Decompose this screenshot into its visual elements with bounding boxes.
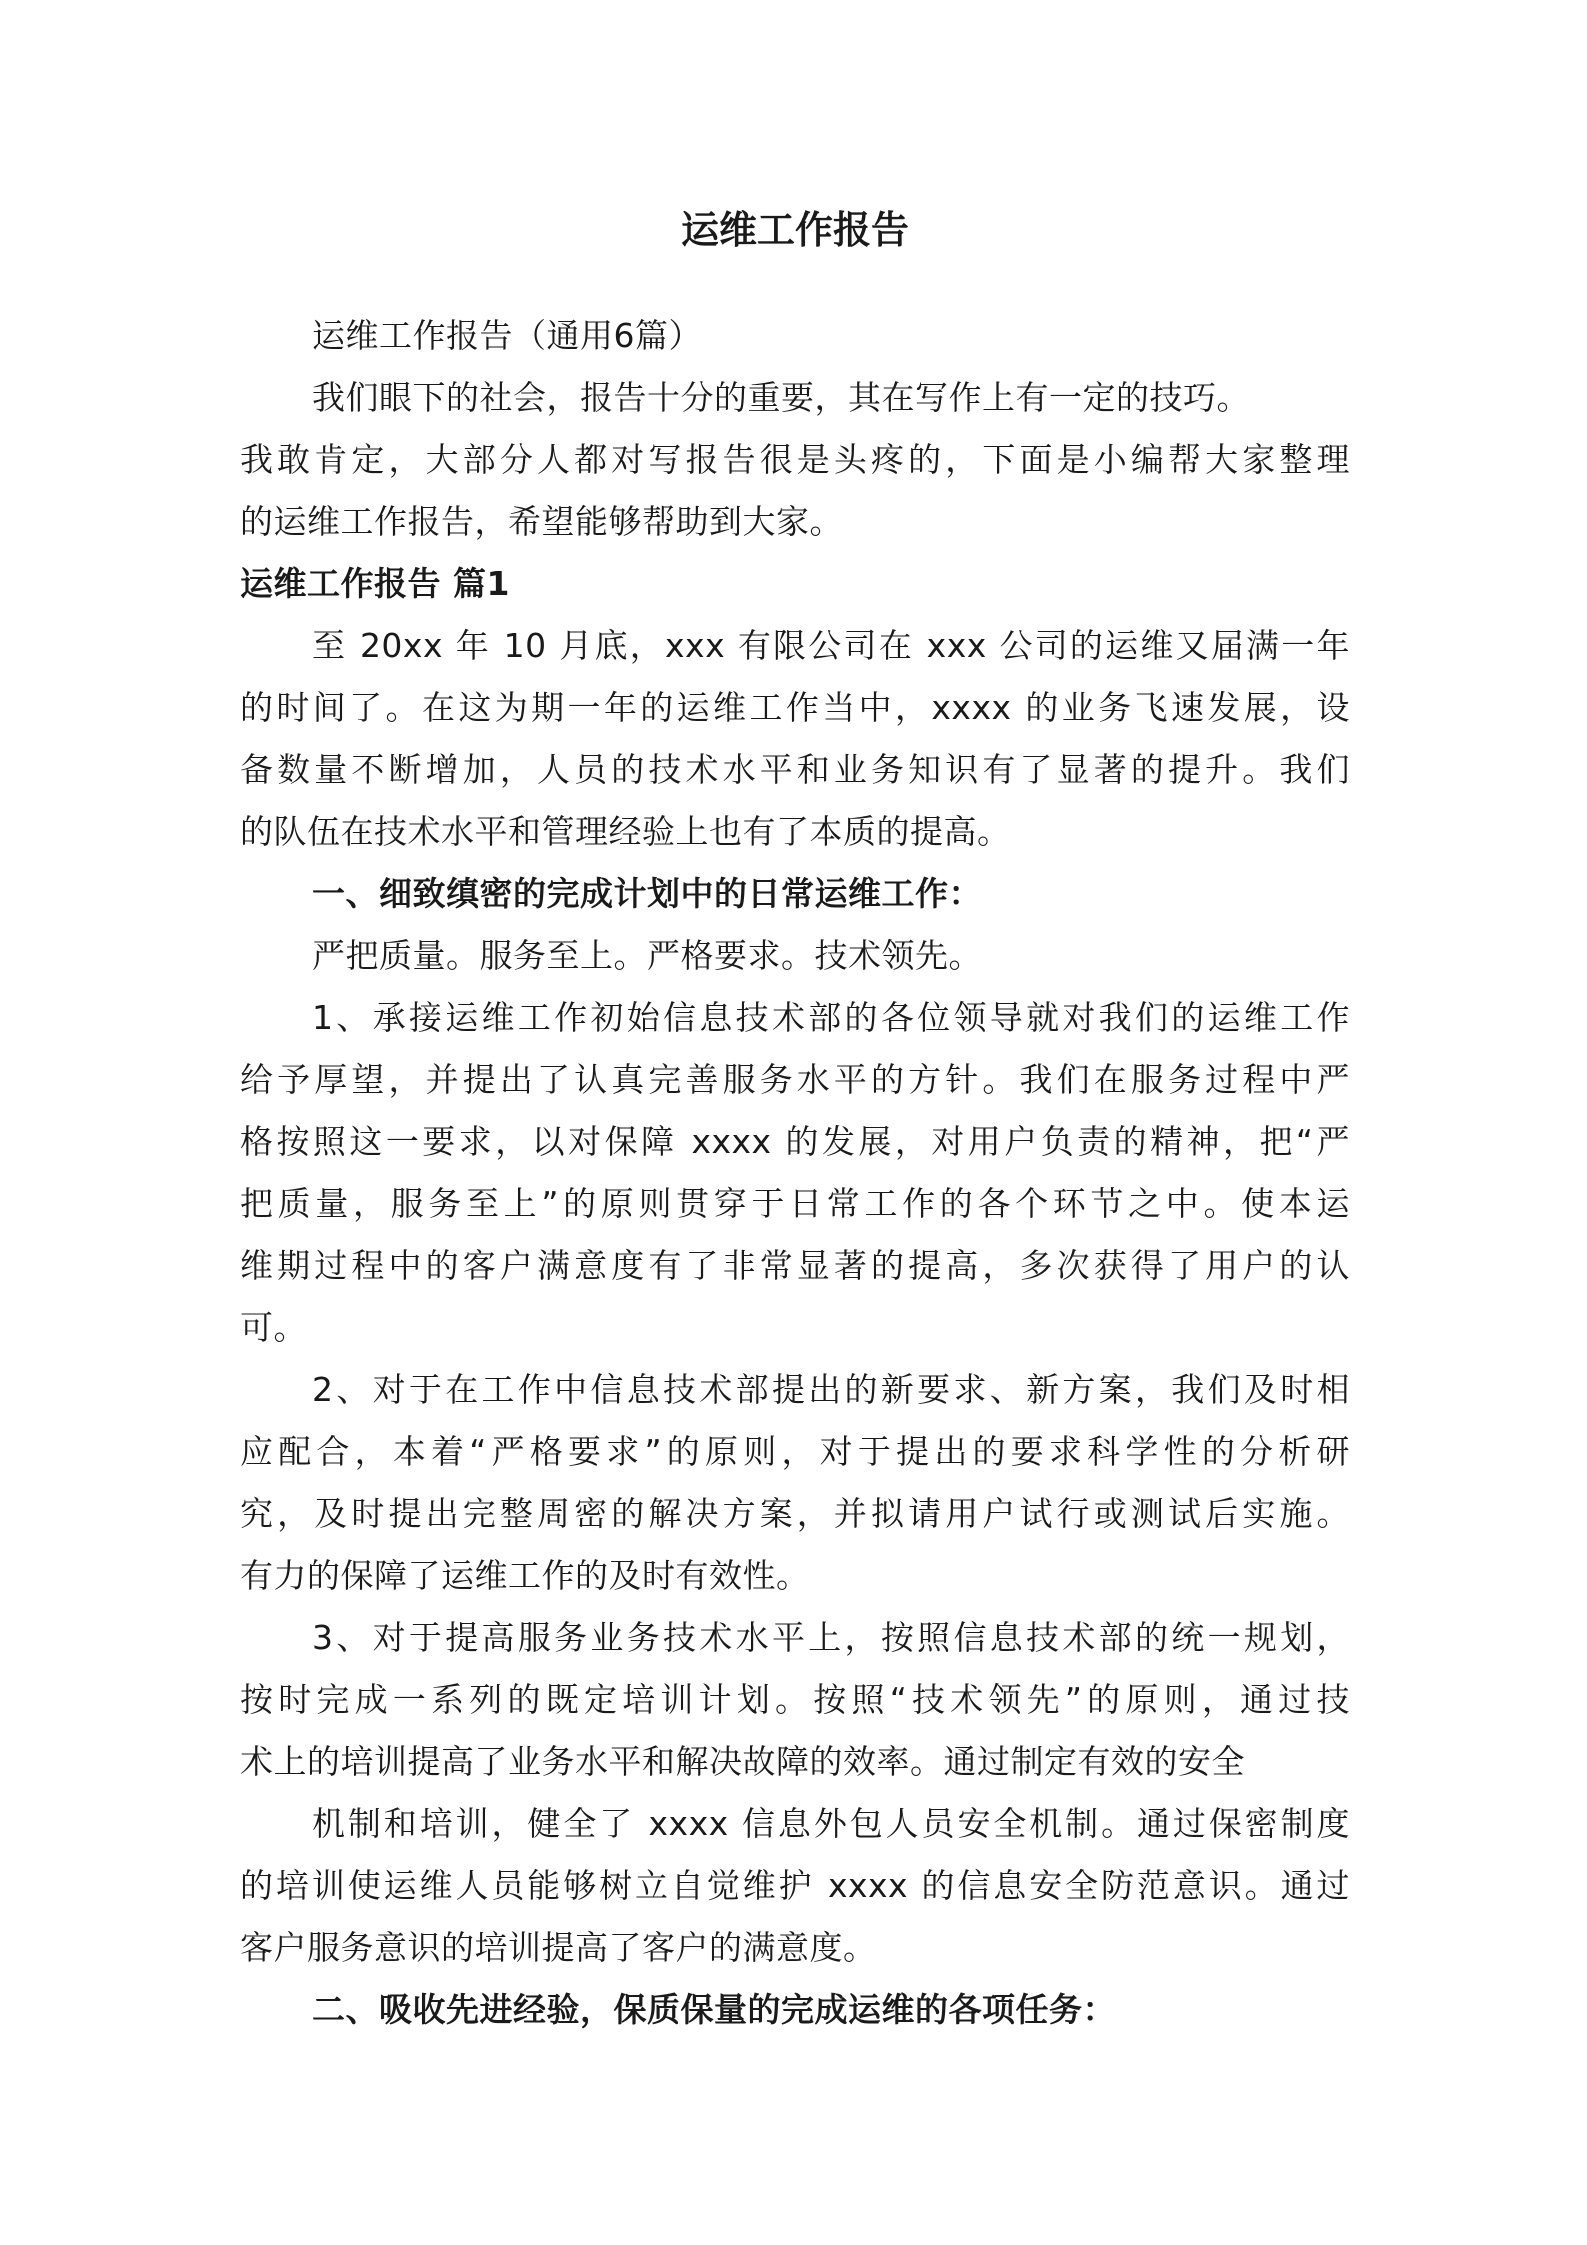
document-subtitle: 运维工作报告（通用6篇）: [312, 316, 702, 355]
item2-line: 2、对于在工作中信息技术部提出的新要求、新方案，我们及时相: [312, 1370, 1350, 1409]
intro-line: 我们眼下的社会，报告十分的重要，其在写作上有一定的技巧。: [312, 378, 1250, 417]
item1-line: 把质量，服务至上”的原则贯穿于日常工作的各个环节之中。使本运: [240, 1184, 1350, 1223]
item3-line: 3、对于提高服务业务技术水平上，按照信息技术部的统一规划，: [312, 1618, 1350, 1657]
item2-line: 究，及时提出完整周密的解决方案，并拟请用户试行或测试后实施。: [240, 1494, 1350, 1533]
item1-line: 可。: [240, 1308, 307, 1347]
paragraph-line: 备数量不断增加，人员的技术水平和业务知识有了显著的提升。我们: [240, 750, 1350, 789]
item1-line: 格按照这一要求，以对保障 xxxx 的发展，对用户负责的精神，把“严: [240, 1122, 1350, 1161]
motto-line: 严把质量。服务至上。严格要求。技术领先。: [312, 936, 982, 975]
subheading-1: 一、细致缜密的完成计划中的日常运维工作：: [312, 874, 982, 913]
item3-line: 按时完成一系列的既定培训计划。按照“技术领先”的原则，通过技: [240, 1680, 1350, 1719]
item1-line: 1、承接运维工作初始信息技术部的各位领导就对我们的运维工作: [312, 998, 1350, 1037]
intro-line: 我敢肯定，大部分人都对写报告很是头疼的，下面是小编帮大家整理: [240, 440, 1350, 479]
item3-line: 术上的培训提高了业务水平和解决故障的效率。通过制定有效的安全: [240, 1742, 1245, 1781]
item1-line: 给予厚望，并提出了认真完善服务水平的方针。我们在服务过程中严: [240, 1060, 1350, 1099]
item1-line: 维期过程中的客户满意度有了非常显著的提高，多次获得了用户的认: [240, 1246, 1350, 1285]
paragraph-line: 至 20xx 年 10 月底，xxx 有限公司在 xxx 公司的运维又届满一年: [312, 626, 1350, 665]
section-heading: 运维工作报告 篇1: [240, 564, 510, 603]
paragraph-line: 的队伍在技术水平和管理经验上也有了本质的提高。: [240, 812, 1011, 851]
item2-line: 有力的保障了运维工作的及时有效性。: [240, 1556, 810, 1595]
item3-continued-line: 机制和培训，健全了 xxxx 信息外包人员安全机制。通过保密制度: [312, 1804, 1350, 1843]
document-title: 运维工作报告: [680, 208, 909, 252]
paragraph-line: 的时间了。在这为期一年的运维工作当中，xxxx 的业务飞速发展，设: [240, 688, 1350, 727]
intro-line: 的运维工作报告，希望能够帮助到大家。: [240, 502, 843, 541]
item2-line: 应配合，本着“严格要求”的原则，对于提出的要求科学性的分析研: [240, 1432, 1350, 1471]
item3-continued-line: 客户服务意识的培训提高了客户的满意度。: [240, 1928, 877, 1967]
item3-continued-line: 的培训使运维人员能够树立自觉维护 xxxx 的信息安全防范意识。通过: [240, 1866, 1350, 1905]
subheading-2: 二、吸收先进经验，保质保量的完成运维的各项任务：: [312, 1990, 1116, 2029]
